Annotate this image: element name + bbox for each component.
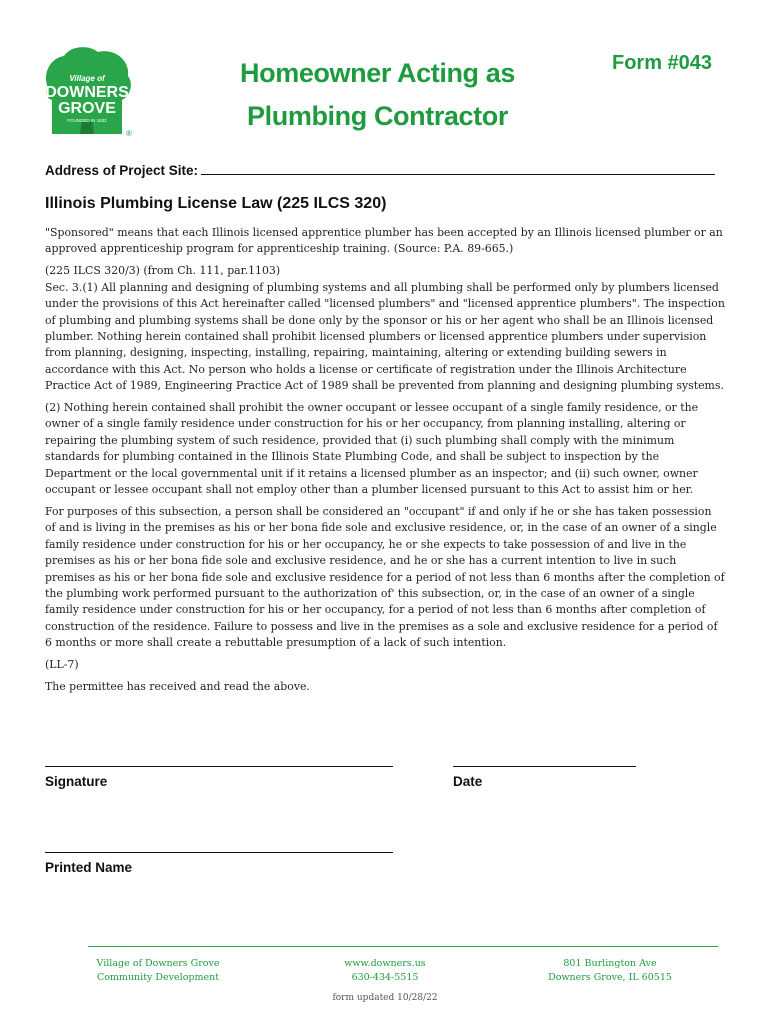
address-field: [45, 162, 715, 178]
footer-address: [540, 957, 680, 984]
footer-village: Village of Downers Grove: [96, 958, 220, 969]
logo-line2: DOWNERS: [45, 84, 129, 101]
logo-line4: FOUNDED IN 1832: [67, 118, 107, 123]
date-label: Date: [453, 774, 483, 789]
form-updated-date: form updated 10/28/22: [332, 993, 438, 1003]
title-line-1: Homeowner Acting as: [240, 58, 515, 88]
logo-line1: Village of: [69, 74, 105, 83]
footer-department: [88, 957, 228, 984]
footer-phone: 630-434-5515: [351, 971, 419, 983]
registered-mark: ®: [126, 129, 132, 138]
paragraph-sec3-2: (2) Nothing herein contained shall prohibit the owner occupant or lessee occupant of a single family residence, or the owner of a single family residence under construction for his or her occupancy, from planning installing, altering or repairing the plumbing system of such residence, provided that (i) such plumbing shall comply with the minimum standards for plumbing contained in the Illinois State Plumbing Code, and shall be subject to inspection by the Department or the local governmental unit if it retains a licensed plumber as an inspector; and (ii) such owner, owner occupant or lessee occupant shall not employ other than a plumber licensed pursuant to this Act to assist him or her.: [45, 401, 699, 497]
paragraph-occupant: For purposes of this subsection, a person shall be considered an "occupant" if and only if he or she has taken possession of and is living in the premises as his or her bona fide sole and exclusive residence, or, in the case of an owner of a single family residence under construction for his or her occupancy, he or she expects to take possession of and live in the premises as his or her bona fide sole and exclusive residence, and he or she has a current intention to live in such premises as his or her bona fide sole and exclusive residence for a period of not less than 6 months after the completion of the plumbing work performed pursuant to the authorization of' this subsection, or, in the case of an owner of a single family residence under construction for his or her occupancy, for a period of not less than 6 months after completion of construction of the residence. Failure to possess and live in the premises as a sole and exclusive residence for a period of 6 months or more shall create a rebuttable presumption of a lack of such intention.: [45, 505, 725, 650]
footer-contact: [315, 957, 455, 984]
printed-name-line[interactable]: [45, 852, 393, 853]
section-heading: Illinois Plumbing License Law (225 ILCS 320): [45, 195, 387, 212]
footer-street: 801 Burlington Ave: [563, 958, 657, 969]
page-title: [200, 52, 555, 138]
village-logo: [40, 44, 135, 139]
signature-line[interactable]: [45, 766, 393, 767]
footer-dept: Community Development: [96, 971, 220, 983]
printed-name-label: Printed Name: [45, 860, 133, 875]
form-number: Form #043: [612, 52, 713, 74]
paragraph-sec3-1: Sec. 3.(1) All planning and designing of plumbing systems and all plumbing shall be performed only by plumbers licensed under the provisions of this Act hereinafter called "licensed plumbers" and "licensed apprentice plumbers". The inspection of plumbing and plumbing systems shall be done only by the sponsor or his or her agent who shall be an Illinois licensed plumber. Nothing herein contained shall prohibit licensed plumbers or licensed apprentice plumbers under supervision from planning, designing, inspecting, installing, repairing, maintaining, altering or extending building sewers in accordance with this Act. No person who holds a license or certificate of registration under the Illinois Architecture Practice Act of 1989, Engineering Practice Act of 1989 shall be prevented from planning and designing plumbing systems.: [45, 280, 725, 393]
title-line-2: Plumbing Contractor: [247, 101, 508, 131]
address-input-line[interactable]: [201, 162, 715, 175]
tree-logo-icon: [40, 44, 135, 139]
law-text: [45, 225, 725, 701]
footer-city: Downers Grove, IL 60515: [548, 971, 672, 983]
paragraph-acknowledgement: The permittee has received and read the above.: [45, 680, 310, 694]
signature-label: Signature: [45, 774, 108, 789]
footer-divider: [88, 946, 718, 947]
paragraph-sponsored: "Sponsored" means that each Illinois licensed apprentice plumber has been accepted by an Illinois licensed plumber or an approved apprenticeship program for apprenticeship training. (Source: P.A. 89-665.): [45, 226, 723, 256]
address-label: Address of Project Site:: [45, 163, 199, 178]
date-line[interactable]: [453, 766, 636, 767]
paragraph-citation: (225 ILCS 320/3) (from Ch. 111, par.1103): [45, 264, 281, 278]
paragraph-ll7: (LL-7): [45, 658, 79, 672]
footer-website-link[interactable]: www.downers.us: [344, 958, 426, 969]
logo-line3: GROVE: [58, 100, 116, 117]
